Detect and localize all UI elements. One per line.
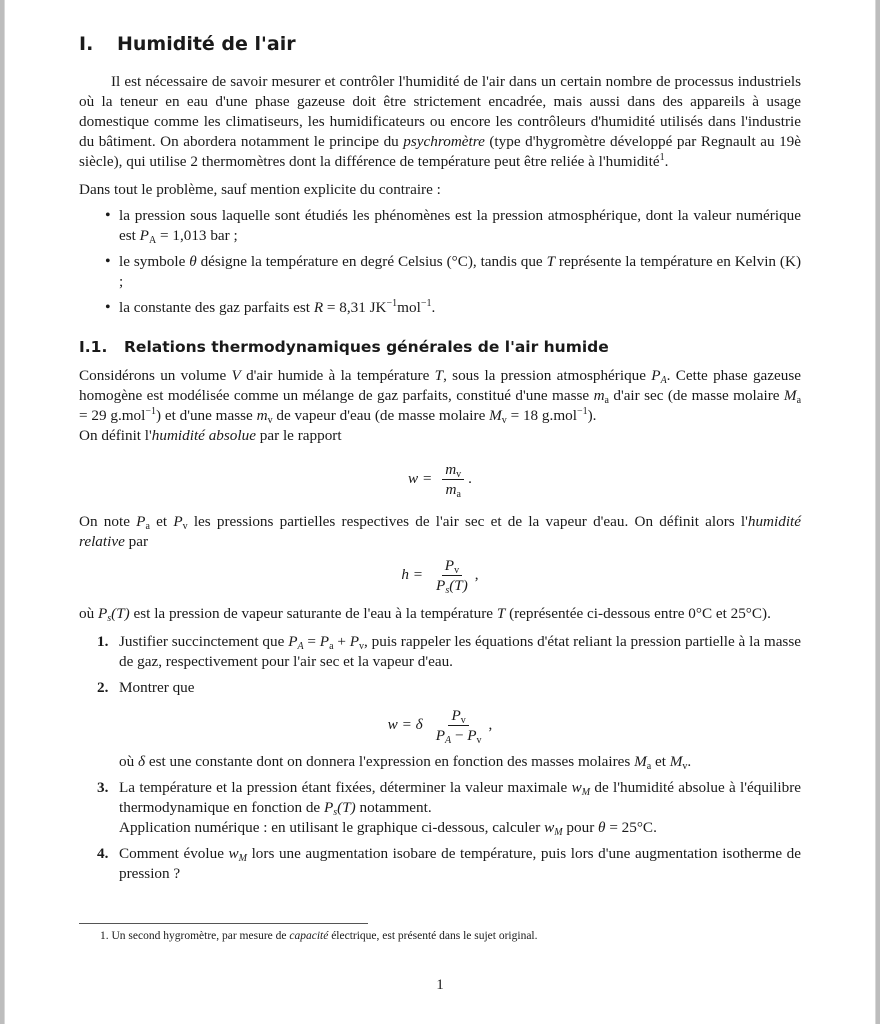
footnote-ref[interactable]: 1 (659, 152, 665, 163)
emphasis-psychrometre: psychromètre (403, 133, 485, 150)
text: désigne la température en degré Celsius (°C), tandis que (196, 253, 547, 270)
subsection-title-text: Relations thermodynamiques générales de l'air humide (124, 338, 609, 356)
list-item (119, 298, 801, 318)
questions-list (79, 632, 801, 884)
math-sup: −1 (420, 298, 432, 309)
footnote: 1. Un second hygromètre, par mesure de capacité électrique, est présenté dans le sujet original. (100, 930, 538, 942)
page-number: 1 (436, 977, 444, 993)
partial-pressures-paragraph: On note $P_a$ et $P_v$ les pressions partielles respectives de l'air sec et de la vapeur d'eau. On définit alors l'humidité relative par (79, 513, 801, 550)
intro-paragraph (79, 72, 801, 172)
page-edge-right (875, 0, 880, 1024)
text: la pression sous laquelle sont étudiés les phénomènes est la pression atmosphérique, dont la valeur numérique est (119, 207, 801, 244)
math: R (313, 299, 324, 316)
text: . (431, 299, 436, 316)
math: θ (189, 253, 197, 270)
text: (type d'hygromètre développé par Regnault au 19è siècle), qui utilise 2 thermomètres dont la différence de température peut être reliée à l'humidité (79, 133, 801, 170)
document-page (79, 30, 801, 890)
text: la constante des gaz parfaits est (119, 299, 314, 316)
absolute-humidity-definition: On définit l'humidité absolue par le rapport (79, 427, 342, 444)
text: le symbole (119, 253, 190, 270)
math: T (546, 253, 556, 270)
list-item (119, 252, 801, 292)
text: = 1,013 bar ; (156, 227, 238, 244)
math-sub: A (148, 235, 157, 246)
text: = 8,31 JK (323, 299, 387, 316)
equation-relative-humidity: h = $\frac{P_v}{P_s(T)}$ , (401, 556, 479, 596)
fraction: $\frac{P_v}{P_A - P_v}$ (435, 706, 482, 746)
model-paragraph: Considérons un volume V d'air humide à la température T, sous la pression atmosphérique $P_A$. Cette phase gazeuse homogène est modélisée comme un mélange de gaz parfaits, constitué d'une masse $m_a$ d'air sec (de masse molaire $M_a = 29$ g.mol$^{-1}$) et d'une masse $m_v$ de vapeur d'eau (de masse molaire $M_v = 18$ g.mol$^{-1}$). (79, 367, 802, 426)
fraction: $\frac{P_v}{P_s(T)}$ (436, 556, 468, 596)
math: P (139, 227, 149, 244)
page-edge-left (0, 0, 5, 1024)
equation-w-delta: w = δ $\frac{P_v}{P_A - P_v}$ , (387, 706, 493, 746)
question-3: 3. La température et la pression étant fixées, déterminer la valeur maximale $w_M$ de l'humidité absolue à l'équilibre thermodynamique en fonction de $P_s(T)$ notamment. Application numérique : en utilisant le graphique ci-dessous, calculer $w_M$ pour θ = 25°C. (97, 779, 801, 838)
assumptions-intro: Dans tout le problème, sauf mention explicite du contraire : (79, 181, 441, 198)
saturation-pressure-paragraph: où $P_s(T)$ est la pression de vapeur saturante de l'eau à la température T (représentée ci-dessous entre 0°C et 25°C). (79, 605, 771, 624)
emphasis-relative-humidity: humidité relative (79, 513, 801, 550)
question-4: 4. Comment évolue $w_M$ lors une augmentation isobare de température, puis lors d'une augmentation isotherme de pression ? (97, 845, 801, 882)
question-1: 1. Justifier succinctement que $P_A = P_a + P_v$, puis rappeler les équations d'état reliant la pression partielle à la masse de gaz, respectivement pour l'air sec et la vapeur d'eau. (97, 633, 801, 670)
math-sup: −1 (386, 298, 398, 309)
section-number: I. (79, 33, 94, 55)
question-2: 2. Montrer que w = δ $\frac{P_v}{P_A - P_v}$ , où δ est une constante dont on donnera l'expression en fonction des masses molaires $M_a$ et $M_v$. (119, 678, 801, 772)
emphasis-absolute-humidity: humidité absolue (151, 427, 256, 444)
footnote-divider (79, 923, 368, 924)
section-title (79, 30, 801, 58)
text: . (664, 153, 669, 170)
subsection-title (79, 336, 801, 358)
assumptions-list (79, 206, 801, 318)
eq-lhs: w = (408, 470, 433, 487)
list-item (119, 206, 801, 246)
text: représente la température en Kelvin (K) ; (119, 253, 801, 290)
text: mol (397, 299, 421, 316)
fraction: $\frac{m_v}{m_a}$ (442, 460, 464, 499)
subsection-number: I.1. (79, 338, 108, 356)
section-title-text: Humidité de l'air (117, 33, 296, 55)
equation-absolute-humidity: w = $\frac{m_v}{m_a}$ . (408, 460, 472, 500)
text: Il est nécessaire de savoir mesurer et contrôler l'humidité de l'air dans un certain nombre de processus industriels où la teneur en eau d'une phase gazeuse doit être strictement encadrée, mais aussi dans des appareils à usage domestique comme les climatiseurs, les humidificateurs ou encore les contrôleurs d'humidité utilisés dans l'industrie du bâtiment. On abordera notamment le principe du (79, 73, 801, 150)
